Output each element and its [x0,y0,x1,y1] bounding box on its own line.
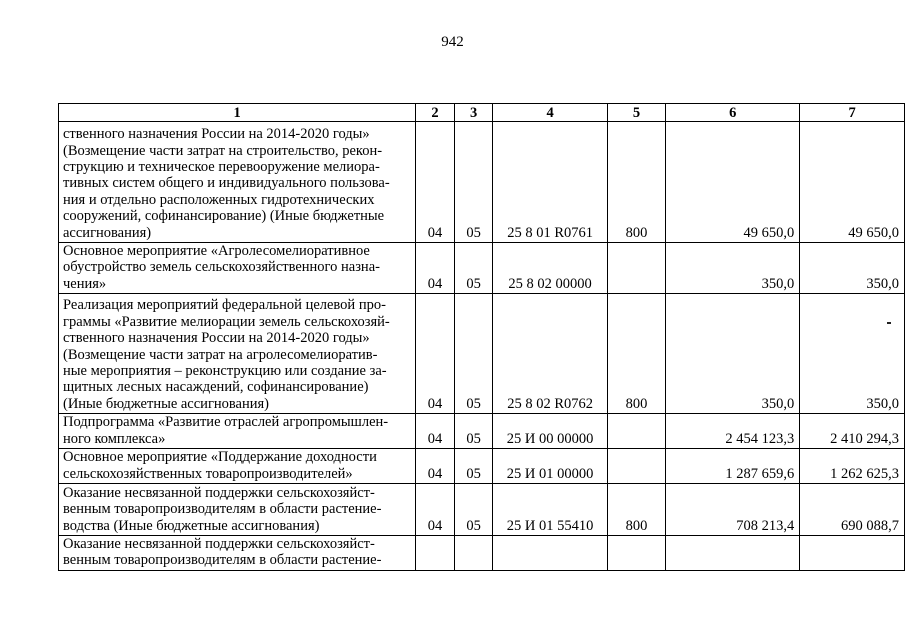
row-name-cell: Подпрограмма «Развитие отраслей агропромышлен- ного комплекса» [59,414,416,449]
expense-type-cell: 800 [607,484,665,536]
expense-type-cell [607,414,665,449]
target-article-cell: 25 И 01 00000 [493,449,607,484]
subsection-code-cell: 05 [454,414,493,449]
amount-col7-cell: 1 262 625,3 [800,449,905,484]
header-col-5: 5 [607,104,665,122]
table-row [59,414,905,449]
amount-col7-cell: 350,0 [800,294,905,414]
table-row [59,122,905,243]
amount-col7-cell: 2 410 294,3 [800,414,905,449]
target-article-cell: 25 И 00 00000 [493,414,607,449]
subsection-code-cell [454,536,493,571]
amount-col6-cell: 2 454 123,3 [666,414,800,449]
table-row [59,484,905,536]
target-article-cell [493,536,607,571]
expense-type-cell [607,243,665,294]
target-article-cell: 25 8 02 R0762 [493,294,607,414]
amount-col6-cell: 49 650,0 [666,122,800,243]
section-code-cell: 04 [416,243,455,294]
header-col-6: 6 [666,104,800,122]
table-row [59,294,905,414]
row-name-cell: Оказание несвязанной поддержки сельскохозяйст- венным товаропроизводителям в области растение- водства (Иные бюджетные ассигнования) [59,484,416,536]
amount-col6-cell: 350,0 [666,243,800,294]
row-name-cell: Основное мероприятие «Поддержание доходности сельскохозяйственных товаропроизводителей» [59,449,416,484]
header-col-2: 2 [416,104,455,122]
expense-type-cell [607,449,665,484]
subsection-code-cell: 05 [454,294,493,414]
row-name-cell: Основное мероприятие «Агролесомелиоративное обустройство земель сельскохозяйственного назна- чения» [59,243,416,294]
table-row [59,243,905,294]
scan-mark [887,322,891,324]
section-code-cell: 04 [416,294,455,414]
header-row [59,104,905,122]
amount-col7-cell [800,536,905,571]
section-code-cell: 04 [416,414,455,449]
section-code-cell [416,536,455,571]
amount-col6-cell: 1 287 659,6 [666,449,800,484]
row-name-cell: Оказание несвязанной поддержки сельскохозяйст- венным товаропроизводителям в области растение- [59,536,416,571]
target-article-cell: 25 8 02 00000 [493,243,607,294]
row-name-cell: ственного назначения России на 2014-2020 годы» (Возмещение части затрат на строительство, рекон- струкцию и техническое перевооружение мелиора- тивных систем общего и индивидуального пользова- ния и отдельно расположенных гидротехнических сооружений, софинансирование) (Иные бюджетные ассигнования) [59,122,416,243]
target-article-cell: 25 8 01 R0761 [493,122,607,243]
section-code-cell: 04 [416,449,455,484]
header-col-1: 1 [59,104,416,122]
amount-col7-cell: 690 088,7 [800,484,905,536]
section-code-cell: 04 [416,122,455,243]
amount-col7-cell: 350,0 [800,243,905,294]
header-col-4: 4 [493,104,607,122]
table-row [59,449,905,484]
subsection-code-cell: 05 [454,484,493,536]
section-code-cell: 04 [416,484,455,536]
target-article-cell: 25 И 01 55410 [493,484,607,536]
amount-col6-cell [666,536,800,571]
amount-col6-cell: 708 213,4 [666,484,800,536]
header-col-3: 3 [454,104,493,122]
amount-col6-cell: 350,0 [666,294,800,414]
page-number: 942 [441,34,464,50]
expense-type-cell: 800 [607,294,665,414]
subsection-code-cell: 05 [454,122,493,243]
expense-type-cell: 800 [607,122,665,243]
subsection-code-cell: 05 [454,243,493,294]
row-name-cell: Реализация мероприятий федеральной целевой про- граммы «Развитие мелиорации земель сельскохозяй- ственного назначения России на 2014-2020 годы» (Возмещение части затрат на агролесомелиоратив- ные мероприятия – реконструкцию или создание за- щитных лесных насаждений, софинансирование) (Иные бюджетные ассигнования) [59,294,416,414]
expense-type-cell [607,536,665,571]
header-col-7: 7 [800,104,905,122]
subsection-code-cell: 05 [454,449,493,484]
table-row [59,536,905,571]
budget-table [58,103,905,571]
amount-col7-cell: 49 650,0 [800,122,905,243]
